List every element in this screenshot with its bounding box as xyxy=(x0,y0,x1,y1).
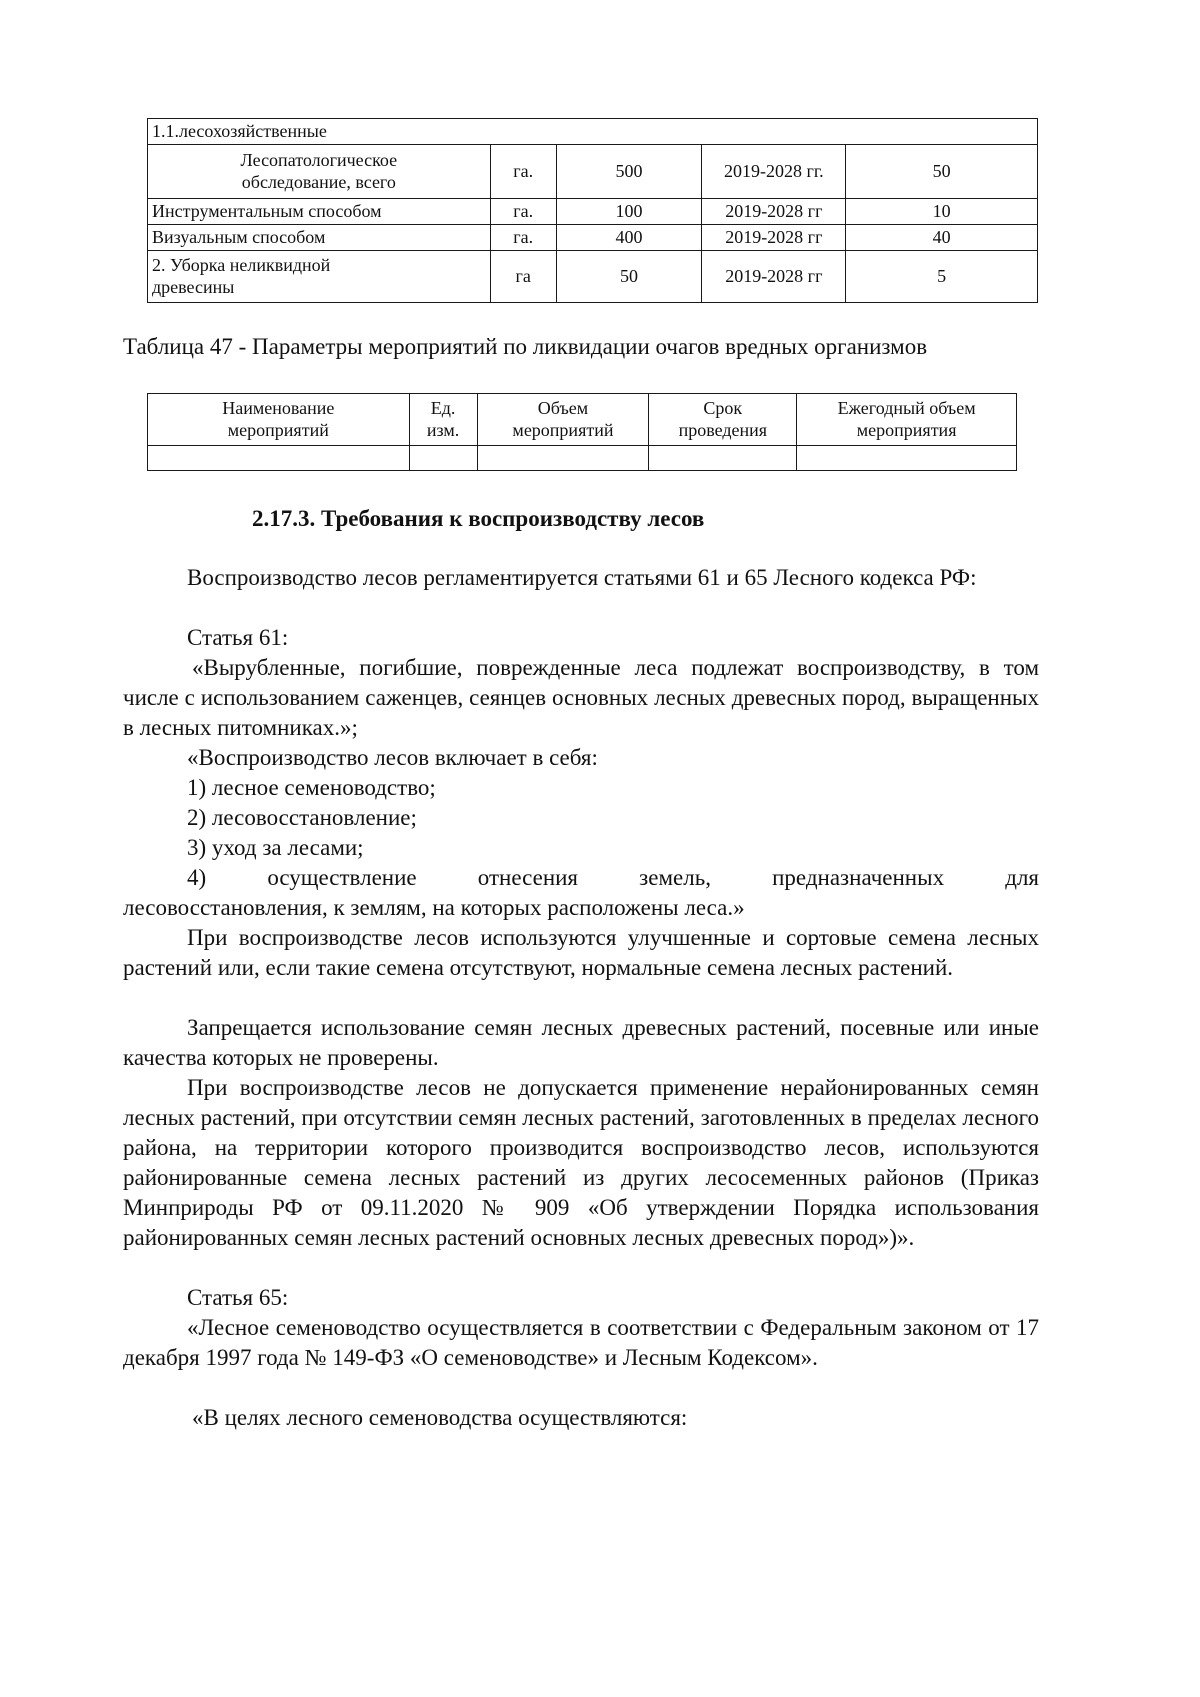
list-item xyxy=(123,833,1039,863)
cell-line: древесины xyxy=(152,276,235,297)
table-47-caption: Таблица 47 - Параметры мероприятий по ликвидации очагов вредных организмов xyxy=(123,334,928,359)
cell-line: обследование, всего xyxy=(241,171,396,192)
table-cell-annual: 5 xyxy=(846,251,1038,303)
header-line: мероприятий xyxy=(227,419,329,440)
list-item xyxy=(187,863,1039,893)
paragraph-text: Запрещается использование семян лесных древесных растений, посевные или иные качества которых не проверены. xyxy=(123,1015,1039,1070)
paragraph xyxy=(123,1403,1039,1433)
table-cell-name xyxy=(148,145,491,199)
paragraph xyxy=(123,653,1039,743)
paragraph xyxy=(123,1073,1039,1253)
paragraph-text: Статья 61: xyxy=(187,625,289,650)
paragraph-text: «Воспроизводство лесов включает в себя: xyxy=(187,745,598,770)
paragraph xyxy=(123,563,1039,593)
table-cell-unit: га. xyxy=(490,199,556,225)
table-cell-period: 2019-2028 гг. xyxy=(702,145,846,199)
header-line: Ед. xyxy=(430,397,456,418)
table-row xyxy=(148,199,1038,225)
header-line: Наименование xyxy=(222,397,335,418)
paragraph xyxy=(123,1313,1039,1373)
table-header-row xyxy=(148,394,1017,446)
table-cell-name: Инструментальным способом xyxy=(148,199,491,225)
header-line: изм. xyxy=(426,419,460,440)
header-period xyxy=(649,394,797,446)
table-cell-volume: 100 xyxy=(556,199,702,225)
paragraph xyxy=(123,923,1039,983)
header-line: Срок xyxy=(703,397,743,418)
list-item-text: 3) уход за лесами; xyxy=(187,835,364,860)
list-item-text: 2) лесовосстановление; xyxy=(187,805,417,830)
header-line: мероприятия xyxy=(856,419,957,440)
paragraph-text: «Вырубленные, погибшие, поврежденные леса подлежат воспроизводству, в том числе с использованием саженцев, сеянцев основных лесных древесных пород, выращенных в лесных питомниках.»; xyxy=(123,655,1039,740)
list-item-text: лесовосстановления, к землям, на которых расположены леса.» xyxy=(123,895,745,920)
table-cell-volume: 400 xyxy=(556,225,702,251)
cell-line: Лесопатологическое xyxy=(240,149,398,170)
table-cell-period: 2019-2028 гг xyxy=(702,251,846,303)
table-cell-name: Визуальным способом xyxy=(148,225,491,251)
paragraph-text: Воспроизводство лесов регламентируется статьями 61 и 65 Лесного кодекса РФ: xyxy=(187,565,977,590)
table-cell-empty xyxy=(649,446,797,471)
list-item xyxy=(123,803,1039,833)
paragraph xyxy=(123,743,1039,773)
table-cell-unit: га. xyxy=(490,225,556,251)
table-cell-empty xyxy=(477,446,649,471)
section-heading: 2.17.3. Требования к воспроизводству лесов xyxy=(252,506,705,531)
header-line: Объем xyxy=(537,397,589,418)
table-cell-name xyxy=(148,251,491,303)
table-cell-unit: га xyxy=(490,251,556,303)
paragraph-text: При воспроизводстве лесов используются улучшенные и сортовые семена лесных растений или, если такие семена отсутствуют, нормальные семена лесных растений. xyxy=(123,925,1039,980)
list-item xyxy=(123,773,1039,803)
cell-line: 2. Уборка неликвидной xyxy=(152,254,331,275)
header-line: Ежегодный объем xyxy=(837,397,976,418)
header-line: мероприятий xyxy=(512,419,614,440)
table-46-continuation xyxy=(147,118,1038,303)
table-cell-annual: 50 xyxy=(846,145,1038,199)
table-cell-empty xyxy=(797,446,1017,471)
header-name xyxy=(148,394,410,446)
paragraph xyxy=(123,1283,1039,1313)
paragraph-text: «В целях лесного семеноводства осуществляются: xyxy=(192,1405,688,1430)
paragraph xyxy=(123,623,1039,653)
table-cell-empty xyxy=(409,446,477,471)
table-row xyxy=(148,251,1038,303)
header-unit xyxy=(409,394,477,446)
list-item-continuation xyxy=(123,893,1039,923)
table-cell-period: 2019-2028 гг xyxy=(702,199,846,225)
table-cell-empty xyxy=(148,446,410,471)
paragraph xyxy=(123,1013,1039,1073)
table-47 xyxy=(147,393,1017,471)
header-volume xyxy=(477,394,649,446)
table-row xyxy=(148,446,1017,471)
table-cell-unit: га. xyxy=(490,145,556,199)
table-cell-volume: 50 xyxy=(556,251,702,303)
table-cell-period: 2019-2028 гг xyxy=(702,225,846,251)
paragraph-text: «Лесное семеноводство осуществляется в соответствии с Федеральным законом от 17 декабря 1997 года № 149-ФЗ «О семеноводстве» и Лесным Кодексом». xyxy=(123,1315,1039,1370)
table-cell-annual: 40 xyxy=(846,225,1038,251)
header-line: проведения xyxy=(678,419,768,440)
list-item-text: 1) лесное семеноводство; xyxy=(187,775,436,800)
table-cell-volume: 500 xyxy=(556,145,702,199)
paragraph-text: Статья 65: xyxy=(187,1285,289,1310)
table-cell-annual: 10 xyxy=(846,199,1038,225)
list-item-text: 4) осуществление отнесения земель, предназначенных для xyxy=(187,865,1039,890)
header-annual xyxy=(797,394,1017,446)
table-row xyxy=(148,225,1038,251)
table-cell-section: 1.1.лесохозяйственные xyxy=(148,119,1038,145)
paragraph-text: При воспроизводстве лесов не допускается применение нерайонированных семян лесных растений, при отсутствии семян лесных растений, заготовленных в пределах лесного района, на территории которого производится воспроизводство лесов, используются районированные семена лесных растений из других лесосеменных районов (Приказ Минприроды РФ от 09.11.2020 № 909 «Об утверждении Порядка использования районированных семян лесных растений основных лесных древесных пород»)». xyxy=(123,1075,1039,1250)
table-row xyxy=(148,145,1038,199)
table-row xyxy=(148,119,1038,145)
